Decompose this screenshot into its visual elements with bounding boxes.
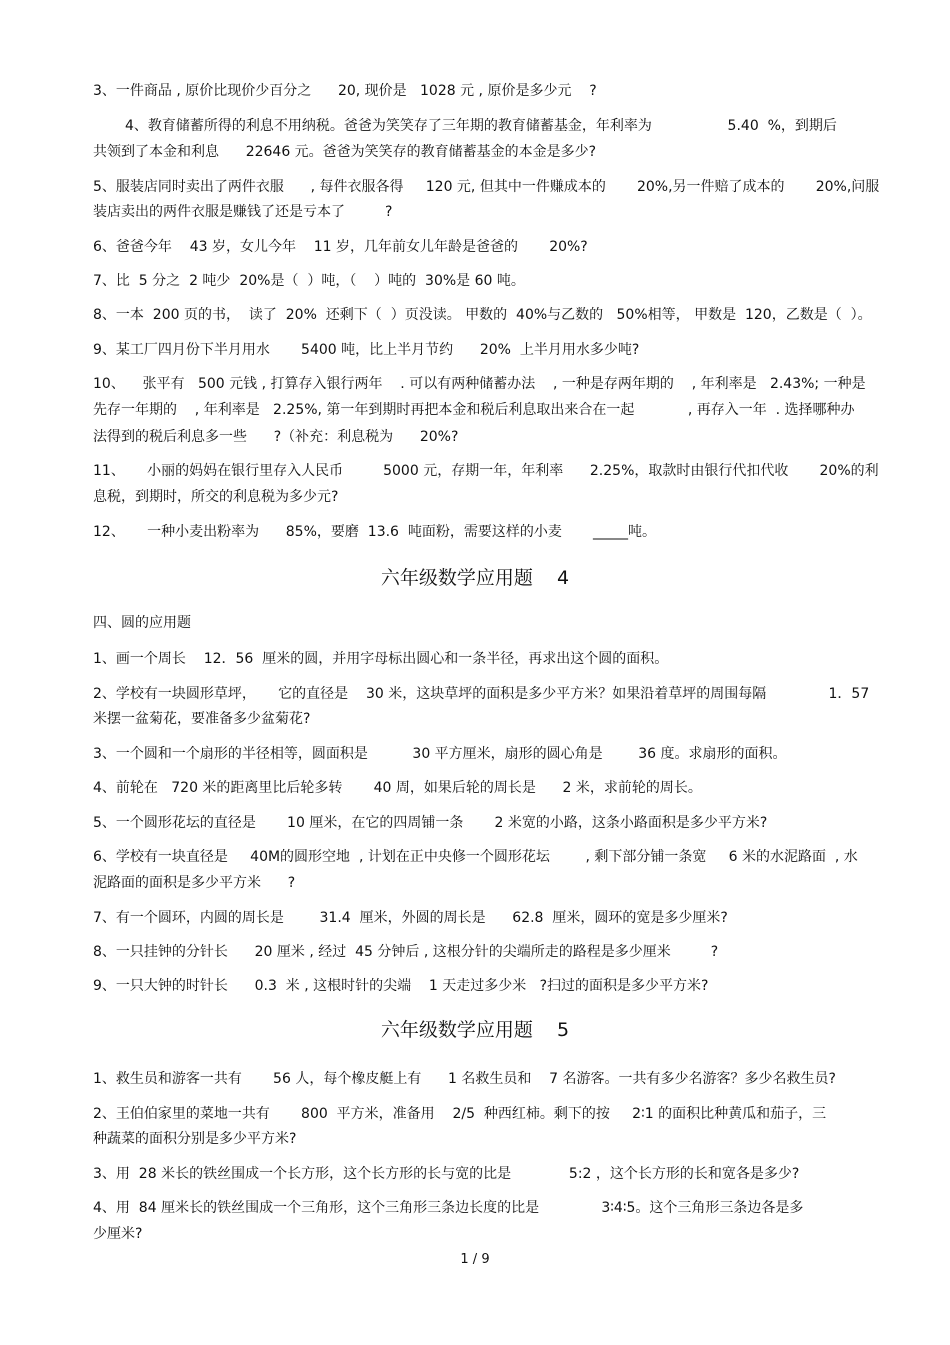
section-heading-4: 六年级数学应用题 4: [380, 567, 570, 589]
circle-problem-2-line-2: 米摆一盆菊花，要准备多少盆菊花?: [93, 711, 311, 727]
problem-8-line: 8、一本 200 页的书， 读了 20% 还剩下（ ）页没读。 甲数的 40%与乙数的 50%相等， 甲数是 120，乙数是（ ）。: [93, 307, 872, 323]
ratio-problem-2-line-2: 种蔬菜的面积分别是多少平方米?: [93, 1131, 297, 1147]
circle-problem-3-line: 3、一个圆和一个扇形的半径相等，圆面积是 30 平方厘米，扇形的圆心角是 36 度。求扇形的面积。: [93, 746, 787, 762]
problem-10-line-2: 先存一年期的 , 年利率是 2.25%, 第一年到期时再把本金和税后利息取出来合在一起 , 再存入一年 . 选择哪种办: [93, 402, 855, 418]
problem-5-line-1: 5、服装店同时卖出了两件衣服 , 每件衣服各得 120 元, 但其中一件赚成本的 20%,另一件赔了成本的 20%,问服: [93, 179, 880, 195]
section-title-circle: 四、圆的应用题: [93, 615, 191, 631]
problem-5-line-2: 装店卖出的两件衣服是赚钱了还是亏本了 ?: [93, 204, 393, 220]
problem-4-line-1: 4、教育储蓄所得的利息不用纳税。爸爸为笑笑存了三年期的教育储蓄基金，年利率为 5.40 %，到期后: [125, 118, 837, 134]
ratio-problem-4-line-1: 4、用 84 厘米长的铁丝围成一个三角形，这个三角形三条边长度的比是 3∶4∶5。这个三角形三条边各是多: [93, 1200, 804, 1216]
circle-problem-8-line: 8、一只挂钟的分针长 20 厘米 , 经过 45 分钟后 , 这根分针的尖端所走的路程是多少厘米 ?: [93, 944, 719, 960]
ratio-problem-1-line: 1、救生员和游客一共有 56 人，每个橡皮艇上有 1 名救生员和 7 名游客。一共有多少名游客？多少名救生员?: [93, 1071, 836, 1087]
circle-problem-7-line: 7、有一个圆环，内圆的周长是 31.4 厘米，外圆的周长是 62.8 厘米，圆环的宽是多少厘米?: [93, 910, 728, 926]
circle-problem-5-line: 5、一个圆形花坛的直径是 10 厘米，在它的四周铺一条 2 米宽的小路，这条小路面积是多少平方米?: [93, 815, 768, 831]
circle-problem-4-line: 4、前轮在 720 米的距离里比后轮多转 40 周，如果后轮的周长是 2 米，求前轮的周长。: [93, 780, 702, 796]
problem-11-line-2: 息税，到期时，所交的利息税为多少元?: [93, 489, 339, 505]
circle-problem-1-line: 1、画一个周长 12．56 厘米的圆，并用字母标出圆心和一条半径，再求出这个圆的面积。: [93, 651, 669, 667]
circle-problem-9-line: 9、一只大钟的时针长 0.3 米 , 这根时针的尖端 1 天走过多少米 ?扫过的面积是多少平方米?: [93, 978, 709, 994]
ratio-problem-2-line-1: 2、王伯伯家里的菜地一共有 800 平方米，准备用 2/5 种西红柿。剩下的按 2∶1 的面积比种黄瓜和茄子，三: [93, 1106, 827, 1122]
circle-problem-6-line-1: 6、学校有一块直径是 40M的圆形空地 , 计划在正中央修一个圆形花坛 , 剩下部分铺一条宽 6 米的水泥路面 , 水: [93, 849, 858, 865]
problem-12-line: 12、 一种小麦出粉率为 85%，要磨 13.6 吨面粉，需要这样的小麦 _____吨。: [93, 524, 657, 540]
circle-problem-6-line-2: 泥路面的面积是多少平方米 ?: [93, 875, 296, 891]
problem-9-line: 9、某工厂四月份下半月用水 5400 吨，比上半月节约 20% 上半月用水多少吨?: [93, 342, 640, 358]
problem-4-line-2: 共领到了本金和利息 22646 元。爸爸为笑笑存的教育储蓄基金的本金是多少?: [93, 144, 597, 160]
section-heading-5: 六年级数学应用题 5: [380, 1019, 570, 1041]
problem-7-line: 7、比 5 分之 2 吨少 20%是（ ）吨，（ ）吨的 30%是 60 吨。: [93, 273, 525, 289]
problem-10-line-3: 法得到的税后利息多一些 ?（补充：利息税为 20%?: [93, 429, 459, 445]
problem-11-line-1: 11、 小丽的妈妈在银行里存入人民币 5000 元，存期一年，年利率 2.25%，取款时由银行代扣代收 20%的利: [93, 463, 879, 479]
ratio-problem-3-line: 3、用 28 米长的铁丝围成一个长方形，这个长方形的长与宽的比是 5:2 ，这个长方形的长和宽各是多少?: [93, 1166, 800, 1182]
problem-3-line: 3、一件商品 , 原价比现价少百分之 20, 现价是 1028 元 , 原价是多少元 ?: [93, 83, 597, 99]
page-number: 1 / 9: [460, 1252, 490, 1267]
problem-6-line: 6、爸爸今年 43 岁，女儿今年 11 岁，几年前女儿年龄是爸爸的 20%?: [93, 239, 588, 255]
ratio-problem-4-line-2: 少厘米?: [93, 1226, 143, 1242]
problem-10-line-1: 10、 张平有 500 元钱 , 打算存入银行两年 . 可以有两种储蓄办法 , 一种是存两年期的 , 年利率是 2.43%; 一种是: [93, 376, 866, 392]
circle-problem-2-line-1: 2、学校有一块圆形草坪， 它的直径是 30 米，这块草坪的面积是多少平方米？如果沿着草坪的周围每隔 1．57: [93, 686, 870, 702]
